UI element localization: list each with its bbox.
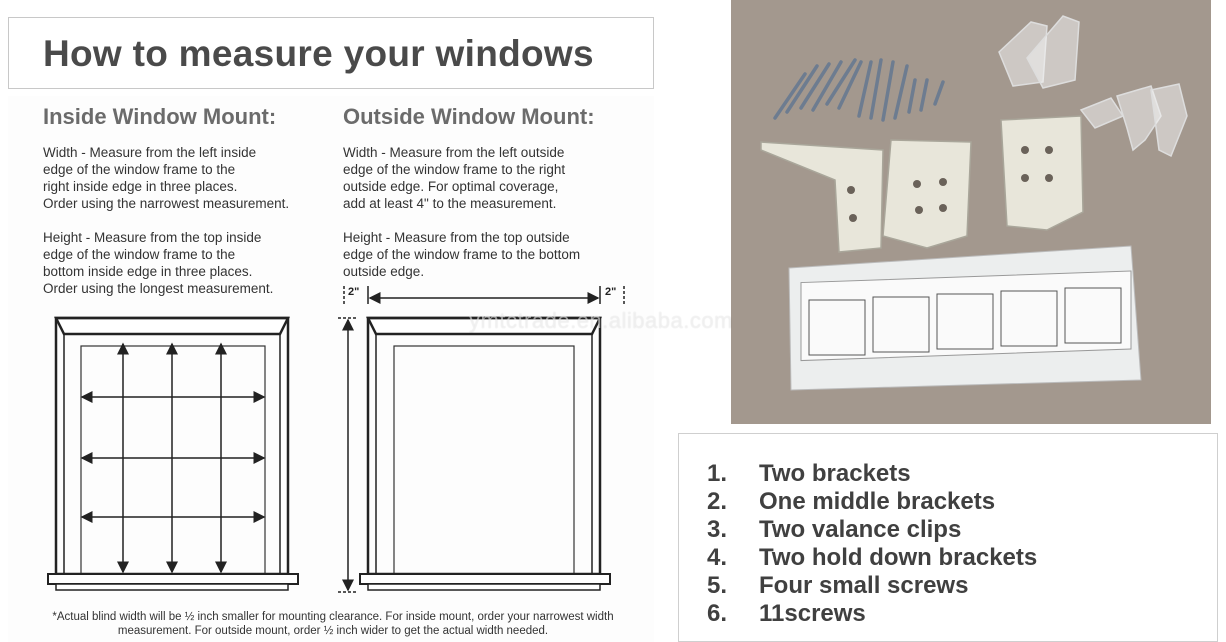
- page-title: How to measure your windows: [43, 33, 594, 74]
- parts-list-box: [678, 433, 1218, 642]
- dim-2in-right: 2": [605, 286, 617, 298]
- title-box: [8, 17, 654, 89]
- inside-mount-heading: Inside Window Mount:: [43, 104, 277, 129]
- outside-width-text: Width - Measure from the left outside edge of the window frame to the right outside edge. For optimal coverage, add at least 4" to the measurement.: [343, 145, 566, 211]
- outside-mount-heading: Outside Window Mount:: [343, 104, 595, 129]
- hardware-illustration: [731, 0, 1211, 424]
- list-item: 5. Four small screws: [707, 572, 969, 599]
- watermark: ymtctrade.en.alibaba.com: [469, 308, 733, 333]
- inside-height-text: Height - Measure from the top inside edge of the window frame to the bottom inside edge in three places. Order using the longest measurement.: [43, 230, 274, 296]
- outside-height-text: Height - Measure from the top outside edge of the window frame to the bottom outside edge.: [343, 230, 581, 279]
- brackets: [761, 116, 1083, 252]
- inside-width-text: Width - Measure from the left inside edge of the window frame to the right inside edge in three places. Order using the narrowest measurement.: [43, 145, 290, 211]
- measure-instructions: [8, 96, 654, 642]
- list-item: 3. Two valance clips: [707, 516, 962, 543]
- parts-list: [707, 460, 1037, 628]
- list-item: 6. 11screws: [707, 600, 866, 627]
- footnote: *Actual blind width will be ½ inch smaller for mounting clearance. For inside mount, order your narrowest width measurement. For outside mount, order ½ inch wider to get the actual width needed.: [52, 611, 614, 637]
- list-item: 4. Two hold down brackets: [707, 544, 1038, 571]
- list-item: 2. One middle brackets: [707, 488, 996, 515]
- inside-mount-window: [48, 318, 298, 590]
- screws: [775, 60, 943, 120]
- dim-2in-left: 2": [348, 286, 360, 298]
- instruction-sheet: [789, 246, 1141, 390]
- window-diagrams: [8, 96, 654, 608]
- list-item: 1. Two brackets: [707, 460, 911, 487]
